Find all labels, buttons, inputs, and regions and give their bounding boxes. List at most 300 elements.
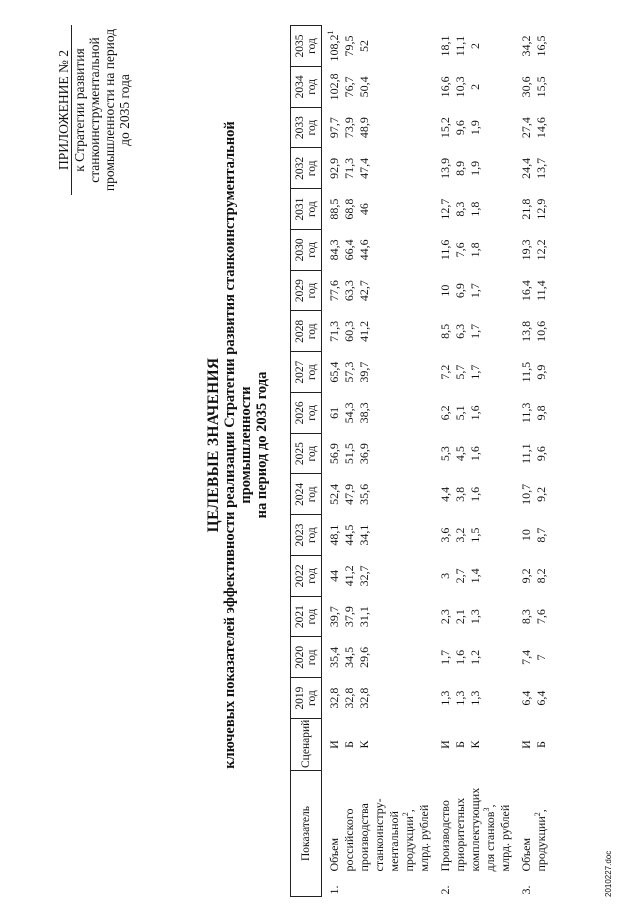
value-cell [468,191,483,228]
value-cell [453,639,468,676]
value-text: 11,1 [519,443,533,464]
value-cell [342,313,357,350]
value-text: 1,5 [468,527,482,543]
value-cell [453,231,468,268]
indicator-name-text: производства [357,803,371,872]
year-values [433,66,514,107]
header-year [291,148,322,189]
header-year [291,596,322,637]
value-text: 77,6 [327,280,341,302]
value-cell [468,272,483,309]
value-text: 7,4 [519,649,533,665]
year-values [322,392,434,433]
header-year [291,637,322,678]
value-text: 10,7 [519,483,533,505]
header-year [291,474,322,515]
table-header-row [291,26,322,897]
table-body [322,26,551,897]
indicator-name-line [453,772,468,871]
value-cell [327,150,342,187]
value-cell [357,313,372,350]
value-cell [438,354,453,391]
header-year-word: год [306,690,318,706]
value-cell [357,557,372,594]
value-text: 6,9 [453,283,467,299]
header-year [291,229,322,270]
value-cell [468,150,483,187]
value-text: 7 [534,654,548,661]
header-year-word: год [306,486,318,503]
value-cell [327,435,342,472]
value-cell [327,476,342,513]
year-values [433,270,514,311]
value-cell [534,191,549,228]
value-text: 1,2 [468,649,482,665]
value-text: 1,6 [453,649,467,665]
value-cell [438,28,453,65]
value-text: 61 [327,406,341,419]
value-cell [357,68,372,105]
value-text: 8,3 [453,201,467,217]
year-values [433,26,514,67]
indicator-name [322,770,434,874]
header-year-word: год [306,649,318,666]
value-cell [534,313,549,350]
value-text: 2 [468,43,482,49]
year-values [514,26,550,67]
indicator-name-text: станкоинстру- [372,798,386,872]
header-year-word: год [306,160,318,177]
value-text: 8,5 [438,323,452,339]
value-text: 1,9 [468,160,482,176]
indicator-name-line [342,772,357,871]
value-cell [342,354,357,391]
value-cell [519,557,534,594]
indicator-name-text: млрд. рублей [498,804,512,872]
value-text: 38,3 [357,402,371,424]
appendix-line: ПРИЛОЖЕНИЕ № 2 [56,25,72,195]
value-text: 46 [357,203,371,216]
value-text: 66,4 [342,239,356,261]
value-cell [453,680,468,717]
appendix-line: промышленности на период [102,28,117,192]
value-text: 12,2 [534,239,548,261]
value-text: 3,8 [453,486,467,502]
value-cell [453,313,468,350]
value-cell [327,639,342,676]
value-cell [438,557,453,594]
value-text: 9,9 [534,364,548,380]
value-cell [534,231,549,268]
value-text: 2 [468,83,482,90]
indicator-name-text: млрд. рублей [417,804,431,872]
value-text: 1,3 [468,690,482,706]
value-text: 6,2 [438,405,452,421]
header-year-word: год [306,282,318,299]
document-title [206,75,270,815]
year-values [514,678,550,719]
value-text: 32,7 [357,565,371,587]
header-year-number: 2023 [294,523,306,547]
year-values [514,474,550,515]
value-cell [519,150,534,187]
year-values [322,433,434,474]
value-text: 13,8 [519,320,533,342]
value-cell [534,150,549,187]
header-year-number: 2028 [294,319,306,343]
indicator-name-text: продукции [402,816,416,872]
value-cell [468,28,483,65]
header-year-word: год [306,79,318,95]
value-cell [453,598,468,635]
header-year-word: год [306,608,318,625]
value-text: 14,6 [534,117,548,139]
value-cell [453,28,468,65]
indicator-name-text: комплектующих [468,787,482,872]
value-cell [327,598,342,635]
value-text: 84,3 [327,239,341,261]
value-cell [357,109,372,146]
value-cell [327,557,342,594]
value-cell [534,394,549,431]
header-year-number: 2035 [294,34,306,58]
value-cell [342,68,357,105]
value-text: 44 [327,569,341,582]
year-values [433,107,514,148]
value-cell [453,435,468,472]
value-text: 71,3 [342,157,356,179]
value-text: 2,3 [438,609,452,625]
value-text: 15,2 [438,117,452,139]
value-text: 1,3 [453,690,467,706]
header-year [291,66,322,107]
year-values [322,637,434,678]
value-text: 6,4 [534,690,548,706]
value-cell [453,109,468,146]
value-cell [519,435,534,472]
header-year-number: 2026 [294,401,306,425]
value-text: 4,4 [438,486,452,502]
value-text: 65,4 [327,361,341,383]
indicator-name-line [468,772,483,871]
value-cell [468,231,483,268]
value-text: 92,9 [327,157,341,179]
value-text: 5,7 [453,364,467,380]
value-cell [534,517,549,554]
year-values [514,392,550,433]
value-text: 12,9 [534,198,548,220]
value-text: 9,2 [519,568,533,584]
year-values [322,555,434,596]
header-year [291,515,322,556]
value-cell [438,476,453,513]
value-cell [519,68,534,105]
value-cell [519,394,534,431]
value-cell [342,435,357,472]
scenario-code: И [438,740,452,749]
header-year-number: 2024 [294,482,306,506]
appendix-line: до 2035 года [117,74,132,146]
value-cell [519,517,534,554]
header-year-word: год [306,201,318,217]
value-text: 11,6 [438,239,452,261]
indicator-name-line: продукции$^2$, [533,809,548,872]
value-cell [519,231,534,268]
value-cell [534,680,549,717]
year-values [514,637,550,678]
scenario-codes [322,718,434,770]
value-text: 32,8 [357,687,371,709]
header-year-number: 2027 [294,360,306,384]
value-text: 7,2 [438,364,452,380]
value-cell [468,109,483,146]
header-year [291,270,322,311]
year-values [322,26,434,67]
value-text: 1,4 [468,568,482,584]
header-year-word: год [306,405,318,421]
value-text: 47,4 [357,157,371,179]
value-cell [342,557,357,594]
year-values [322,352,434,393]
value-cell [357,435,372,472]
value-text: 3,2 [453,527,467,543]
header-year-word: год [306,38,318,54]
value-cell [519,639,534,676]
indicator-name-text: российского [342,808,356,872]
header-year-number: 2029 [294,279,306,303]
year-values [433,352,514,393]
year-values [433,474,514,515]
year-values [514,555,550,596]
value-cell [342,231,357,268]
year-values [514,229,550,270]
value-cell [357,598,372,635]
value-text: 10,3 [453,76,467,98]
value-text: 11,3 [519,402,533,424]
appendix-note [56,25,132,195]
value-text: 1,8 [468,201,482,217]
value-cell [438,191,453,228]
value-text: 44,5 [342,524,356,546]
appendix-line: станкоинструментальной [87,37,102,183]
value-text: 7,6 [534,609,548,625]
value-text: 13,9 [438,157,452,179]
year-values [514,107,550,148]
value-cell [342,639,357,676]
value-cell [357,231,372,268]
header-year [291,352,322,393]
header-year-word: год [306,242,318,258]
value-text: 41,2 [342,565,356,587]
value-cell [534,557,549,594]
value-cell [519,109,534,146]
value-text: 57,3 [342,361,356,383]
value-cell [327,272,342,309]
value-cell [534,639,549,676]
value-text: 16,4 [519,280,533,302]
indicator-name-line [498,772,513,871]
value-cell [438,109,453,146]
value-cell [327,517,342,554]
value-text: 8,7 [534,527,548,543]
value-text: 36,9 [357,443,371,465]
value-cell [342,394,357,431]
value-text: 16,5 [534,35,548,57]
value-text: 30,6 [519,76,533,98]
header-year [291,26,322,67]
year-values [322,229,434,270]
value-text: 88,5 [327,198,341,220]
value-cell [453,394,468,431]
value-text: 1,3 [468,609,482,625]
indicator-name-line [438,772,453,871]
value-text: 8,9 [453,160,467,176]
value-text: 35,6 [357,483,371,505]
value-text: 5,3 [438,446,452,462]
header-year-word: год [306,119,318,136]
value-cell [342,191,357,228]
indicator-name-text: Объем [519,837,533,872]
value-text: 1,3 [438,690,452,706]
indicator-name-text: Объем [327,837,341,872]
value-text: 63,3 [342,280,356,302]
header-year-number: 2021 [294,605,306,629]
value-text: 1,9 [468,120,482,136]
value-text: 1,6 [468,446,482,462]
indicator-number: 2. [438,885,452,895]
value-text: 7,6 [453,242,467,258]
value-text: 34,2 [519,35,533,57]
indicator-name-text: для станков [483,811,497,872]
value-cell [438,598,453,635]
year-values [514,189,550,230]
value-cell [327,231,342,268]
value-text: 102,8 [327,73,341,101]
value-cell [438,68,453,105]
scenario-code: И [519,740,533,749]
footnote-marker: 2 [533,812,542,817]
value-text: 41,2 [357,320,371,342]
value-text: 32,8 [342,687,356,709]
value-cell [519,354,534,391]
year-values [514,596,550,637]
value-cell [438,150,453,187]
value-cell [468,639,483,676]
header-year [291,433,322,474]
value-text: 5,1 [453,405,467,421]
year-values [433,148,514,189]
value-cell [357,394,372,431]
value-text: 11,4 [534,280,548,301]
year-values [433,229,514,270]
value-cell [342,517,357,554]
year-values [433,678,514,719]
value-cell [453,476,468,513]
value-cell [438,394,453,431]
value-text: 10 [519,529,533,542]
value-text: 2,1 [453,609,467,625]
year-values [514,66,550,107]
value-text: 2,7 [453,568,467,584]
header-indicator: Показатель [291,770,322,896]
year-values [514,352,550,393]
value-text: 6,3 [453,323,467,339]
value-text: 76,7 [342,76,356,98]
value-cell [357,191,372,228]
scenario-code: Б [453,741,467,748]
year-values [514,515,550,556]
header-year [291,678,322,719]
header-year [291,392,322,433]
value-cell [357,476,372,513]
indicator-name [514,770,550,874]
value-text: 42,7 [357,280,371,302]
value-text: 9,8 [534,405,548,421]
scenario-code: Б [342,741,356,748]
year-values [433,392,514,433]
value-cell [327,68,342,105]
header-year-word: год [306,445,318,462]
value-cell [357,28,372,65]
scenario-code: К [468,740,482,749]
footnote-marker: 1 [326,30,335,35]
header-year-word: год [306,568,318,584]
header-year-number: 2034 [294,75,306,99]
value-text: 54,3 [342,402,356,424]
value-text: 44,6 [357,239,371,261]
title-line: ключевых показателей эффективности реализации Стратегии развития станкоинструментальной промышленности [222,121,254,769]
year-values [433,637,514,678]
value-text: 56,9 [327,443,341,465]
value-cell [438,272,453,309]
value-text: 6,4 [519,690,533,706]
year-values [322,107,434,148]
value-cell [327,354,342,391]
value-cell [453,150,468,187]
value-text: 21,8 [519,198,533,220]
value-text: 1,7 [468,323,482,339]
indicator-name-text: ментальной [387,811,401,872]
value-cell [534,109,549,146]
header-year-number: 2031 [294,197,306,221]
value-cell [519,598,534,635]
value-text: 1,7 [468,283,482,299]
value-text: 1,6 [468,405,482,421]
value-cell [438,517,453,554]
value-cell [327,394,342,431]
value-text: 1,8 [468,242,482,258]
year-values [322,596,434,637]
value-text: 48,9 [357,117,371,139]
value-text: 13,7 [534,157,548,179]
value-cell [357,639,372,676]
value-text: 4,5 [453,446,467,462]
value-text: 39,7 [327,606,341,628]
value-cell [453,557,468,594]
value-text: 8,3 [519,609,533,625]
value-text: 1,7 [438,649,452,665]
value-cell [342,598,357,635]
indicator-row [433,26,514,897]
value-text: 34,5 [342,646,356,668]
scenario-codes [514,718,550,770]
value-cell [534,435,549,472]
year-values [322,189,434,230]
value-text: 51,5 [342,443,356,465]
scenario-codes [433,718,514,770]
value-cell [357,354,372,391]
value-cell [534,598,549,635]
